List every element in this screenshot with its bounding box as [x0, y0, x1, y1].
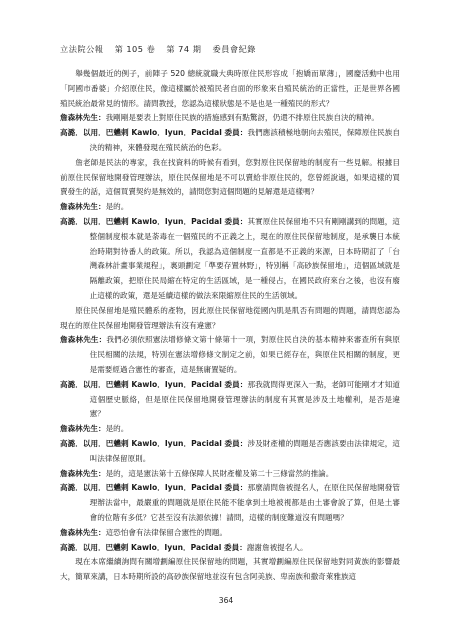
transcript-body	[60, 67, 400, 585]
speaker-name: 高潞．以用．巴魕剌 Kawlo．Iyun．Pacidal 委員：	[60, 438, 248, 448]
speaker-name: 詹森林先生：	[60, 113, 106, 123]
paragraph-text: 其實原住民保留地不只有剛剛講到的問題，這整個制度根本就是荼毒在一個殖民的不正義之上，現在的原住民保留地制度，是承襲日本統治時期對待番人的政策。所以，我認為這個制度一直都是不正義的來源，日本時期訂了「台灣森林計畫事業規程」，裏頭劃定「準要存置林野」，特別稱「高砂族保留地」，這個區域就是隔離政策，把原住民局縮在特定的生活區域，是一種侵占，在國民政府來台之後，也沒有廢止這樣的政策，還是延續這樣的做法來限縮原住民的生活領域。	[89, 216, 400, 300]
paragraph-text: 原住民保留地是殖民體系的產物，因此原住民保留地從國內肌是肌否有問題的問題，請問您認為現在的原住民保留地開發管理辦法有沒有違憲？	[60, 305, 400, 330]
speaker-name: 詹森林先生：	[60, 468, 106, 478]
paragraph-text: 那我就問得更深入一點，老師可能剛才才知道這個歷史脈絡，但是原住民保留地開發管理辦法的制度有其實是涉及土地權利，是否是違憲？	[89, 379, 400, 419]
speaker-name: 詹森林先生：	[60, 527, 106, 537]
speaker-turn	[60, 126, 400, 156]
speaker-turn	[60, 541, 400, 556]
journal-name: 立法院公報	[60, 44, 104, 54]
speaker-turn	[60, 437, 400, 467]
page-number: 364	[218, 596, 234, 605]
paragraph-text: 我剛剛是要表上對原住民族的措施感到有點驚訝，仍還不排原住民族自決的精神。	[105, 113, 379, 123]
continuation-paragraph	[60, 67, 400, 111]
paragraph-text: 我們應該積極地朝向去殖民，保障原住民族自決的精神，來體發現在殖民統治的色彩。	[89, 128, 400, 152]
paragraph-text: 現在本席繼續詢問有關增劃編原住民保留地的問題，其實增劃編原住民保留地對同黃族的影響最大，簡單來講，日本時期所設的高砂族保留地並沒有包含阿美族、卑南族和撒奇萊雅族這	[60, 557, 400, 582]
speaker-turn	[60, 200, 400, 215]
continuation-paragraph	[60, 156, 400, 200]
speaker-name: 高潞．以用．巴魕剌 Kawlo．Iyun．Pacidal 委員：	[60, 483, 248, 493]
paragraph-text: 詹老師是民法的專家，我在找資料的時候有看到，您對原住民保留地的制度有一些見解。根據目前原住民保留地開發管理辦法，原住民保留地是不可以賣給非原住民的，您曾經說過，如果這樣的買賣發生的話，這個買賣契約是無效的，請問您對這個問題的見解還是這樣嗎？	[60, 157, 400, 197]
speaker-turn	[60, 333, 400, 377]
speaker-name: 高潞．以用．巴魕剌 Kawlo．Iyun．Pacidal 委員：	[60, 128, 248, 138]
issue-number: 第 74 期	[166, 44, 202, 54]
volume-number: 第 105 卷	[114, 44, 156, 54]
section-name: 委員會紀錄	[212, 44, 256, 54]
paragraph-text: 這恐怕會有法律保留合憲性的問題。	[105, 527, 228, 537]
continuation-paragraph	[60, 304, 400, 334]
speaker-turn	[60, 422, 400, 437]
paragraph-text: 是的。	[105, 202, 129, 212]
speaker-name: 詹森林先生：	[60, 424, 106, 434]
speaker-name: 高潞．以用．巴魕剌 Kawlo．Iyun．Pacidal 委員：	[60, 379, 248, 389]
continuation-paragraph	[60, 555, 400, 585]
speaker-name: 高潞．以用．巴魕剌 Kawlo．Iyun．Pacidal 委員：	[60, 216, 248, 226]
paragraph-text: 涉及財產權的問題是否應該要由法律規定，這叫法律保留原則。	[89, 438, 400, 463]
paragraph-text: 我們必須依照憲法增修條文第十條第十一項，對原住民自決的基本精神來審查所有與原住民相關的法規，特別在憲法增修條文制定之前，如果已經存在，與原住民相關的制度，更是需要經過合憲性的審查，這是無庸置疑的。	[89, 335, 401, 374]
paragraph-text: 是的，這是憲法第十五條保障人民財產權及第二十三條當然的推論。	[105, 468, 334, 478]
page-header	[60, 44, 400, 55]
speaker-turn	[60, 467, 400, 482]
speaker-name: 詹森林先生：	[60, 202, 106, 212]
paragraph-text: 那麼請問詹被提名人，在原住民保留地開發管理辦法當中，最嚴重的問題就是原住民能不能拿到土地被視都是由土審會說了算，但是土審會的位階有多低？它甚至沒有法源依據！請問，這樣的制度難道沒有問題嗎？	[89, 483, 400, 522]
paragraph-text: 是的。	[105, 424, 129, 434]
speaker-name: 高潞．以用．巴魕剌 Kawlo．Iyun．Pacidal 委員：	[60, 542, 247, 552]
speaker-turn	[60, 526, 400, 541]
speaker-name: 詹森林先生：	[60, 335, 107, 345]
speaker-turn	[60, 111, 400, 126]
speaker-turn	[60, 378, 400, 422]
paragraph-text: 舉幾個最近的例子，前陣子 520 總統就職大典時原住民形容成「抱嬌而單薄」，國慶活動中也用「阿國市番婆」介紹原住民，像這樣屬於被殖民者自面的形象來自殖民統治的正當性，正是世界各國殖民統治最常見的情形。請問教授，您認為這樣狀態是不是也是一種殖民的形式？	[60, 69, 400, 108]
speaker-turn	[60, 215, 400, 304]
speaker-turn	[60, 481, 400, 525]
paragraph-text: 謝謝詹被提名人。	[246, 542, 308, 552]
